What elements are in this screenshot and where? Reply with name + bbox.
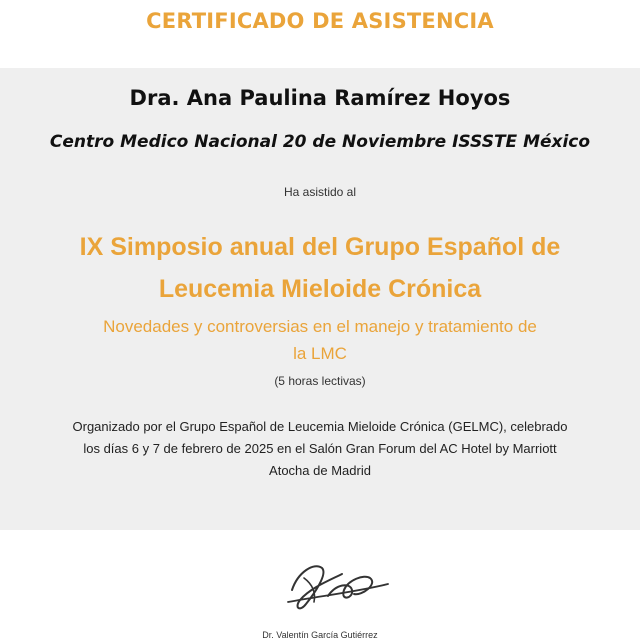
signer-name: Dr. Valentín García Gutiérrez bbox=[262, 630, 378, 640]
course-hours: (5 horas lectivas) bbox=[274, 374, 366, 388]
attended-label: Ha asistido al bbox=[283, 185, 357, 199]
certificate-title: CERTIFICADO DE ASISTENCIA bbox=[146, 9, 494, 33]
organizer-details: Organizado por el Grupo Español de Leucemia Mieloide Crónica (GELMC), celebrado los días 6 y 7 de febrero de 2025 en el Salón Gran Forum del AC Hotel by Marriott Atocha de Madrid bbox=[72, 419, 568, 478]
recipient-institution: Centro Medico Nacional 20 de Noviembre ISSSTE México bbox=[49, 132, 591, 152]
event-subtitle: Novedades y controversias en el manejo y tratamiento de la LMC bbox=[103, 317, 537, 363]
event-title: IX Simposio anual del Grupo Español de Leucemia Mieloide Crónica bbox=[79, 233, 561, 303]
signature-image bbox=[270, 550, 400, 620]
recipient-name: Dra. Ana Paulina Ramírez Hoyos bbox=[129, 86, 511, 110]
